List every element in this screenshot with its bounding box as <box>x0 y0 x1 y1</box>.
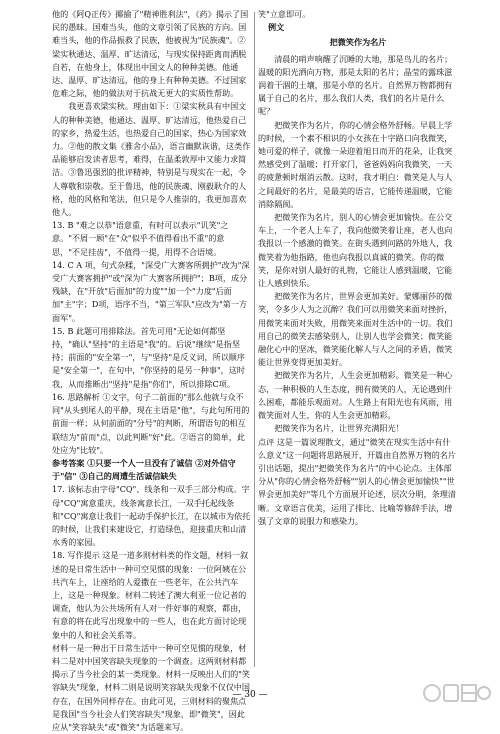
left-column <box>52 8 252 734</box>
left-paragraph: 我更喜欢梁实秋。理由如下：①梁实秋具有中国文人的种种美德，他通达、温厚、旷达清远，他热爱自己的家乡，热爱生活，也热爱自己的国家，热心为国家效力。②他的散文集《雅舍小品》，语言幽默诙谐，这类作品能够启发读者思考，难得，在温柔敦厚中又能力求简洁。③鲁迅强烈的批评精神，特别是与现实在一起，令人尊敬和崇敬。至于鲁迅，他的民族魂、刚毅耿介的人格，他的风格和笔法，但只是令人推崇的，我更加喜欢他人。 <box>52 101 251 218</box>
left-paragraph: 16. 思路解析 ①文字，句子二前面的"那么他就与众不同"从头到尾人的平静，现在主语是"他"，与此句所用的前面一样；从何前面的"分号"的判断，所谓语句的相互联结为"前而"点，以此判断"好"此。②语言的简单，此处应为"比较"。 <box>52 391 250 455</box>
watermark-logo <box>422 674 492 712</box>
left-paragraph: 18. 写作提示 这是一道多则材料类的作文题，材料一叙述的是日常生活中一种可空见惯的现象：一位阿姨在公共汽车上，让座给的人爱撒在一些老年，在公共汽车上，这是一种现象。材料二转述了澳大利亚一位记者的调查，他认为公共场所有人对一件好事的观察，都由，有意的将在此写出现象中的一些人，也在此方面讨论现象中的人和社会关系等。 <box>52 550 249 640</box>
left-paragraph: 17. 该标志由字母"CQ"、线条和一双手三部分构成。字母"CQ"寓意重庆，线条寓意长江，一双手托起线条和"CQ"寓意让我们一起动手保护长江，在以城市为依托的时候，让我们来建设它，打造绿色，迎接重庆和山清水秀的家园。 <box>52 484 251 548</box>
page-number: — 30 — <box>232 690 268 700</box>
right-paragraph: 把微笑作为名片 <box>329 37 387 48</box>
right-paragraph: 把微笑作为名片，世界会更加美好。蒙娜丽莎的微笑，令多少人为之沉醉？我们可以用微笑来面对挫折，用微笑来面对失败，用微笑来面对生活中的一切。我们用自己的微笑去感染别人，让别人也学会微笑；微笑能融化心中的坚冰，微笑能化解人与人之间的矛盾，微笑能让世界变得更加美好。 <box>258 291 453 368</box>
column-divider <box>254 12 255 667</box>
right-paragraph: 笑"立意即可。 <box>258 9 311 19</box>
right-paragraph: 把微笑作为名片，人生会更加精彩。微笑是一种心态，一种积极的人生态度，拥有微笑的人，无论遇到什么困难，都能乐观面对。人生路上有阳光也有风雨，用微笑面对人生，你的人生会更加精彩。 <box>258 370 453 421</box>
left-paragraph: 参考答案 ①只要一个人一旦没有了诚信 ②对外信守于"信" ③自己的周遭生活诚信缺失 <box>52 457 236 482</box>
left-paragraph: 材料一是一种出于日常生活中一种可空见惯的现象，材料二是对中国笑容缺失现象的一个调查。这两则材料都揭示了当今社会的某一类现象。材料一反映出人们的"笑容缺失"现象，材料二则是说明笑容缺失现象不仅仅中国存在，在国外同样存在。由此可见，三则材料的聚焦点是我国"当今社会人们笑容缺失"现象，即"微笑"，因此应从"笑容缺失"或"微笑"为话题来写。 <box>52 642 250 732</box>
right-paragraph: 例文 <box>268 22 285 33</box>
right-column <box>258 8 458 528</box>
left-paragraph: 13. B "难之以恭"语意重，有时可以表示"讥笑"之意。"不屑一顾"在"众"似乎不值得看出不重"的意思，"不足挂齿"，不值得一提，用得不合语境。 <box>52 220 229 257</box>
left-paragraph: 14. C A 项，句式杂糅，"深受广大赛客所拥护"改为"深受广大赛客拥护"或"深为广大赛客所拥护"；B项，成分残缺，在"开放"后面加"的力度""加一个"力度"后面加"主"字；D项，语序不当，"第三军队"应改为"第一方面军"。 <box>52 259 250 323</box>
right-paragraph: 把微笑作为名片，别人的心情会更加愉快。在公交车上，一个老人上车了，我向他微笑着让座，老人也向我报以一个感激的微笑。在街头遇到问路的外地人，我微笑着为他指路，他也向我报以真诚的微笑。你的微笑，是你对别人最好的礼物，它能让人感到温暖，它能让人感到快乐。 <box>258 212 453 289</box>
right-paragraph: 点评 这是一篇说理散文，通过"微笑在现实生活中有什么意义"这一问题将思路展开，开篇由自然界万物的名片引出话题，提出"把微笑作为名片"的中心论点。主体部分从"你的心情会格外舒畅""别人的心情会更加愉快""世界会更加美好"等几个方面展开论述，层次分明，条理清晰。文章语言优美，运用了排比、比喻等修辞手法，增强了文章的说服力和感染力。 <box>258 436 456 526</box>
right-paragraph: 把微笑作为名片，你的心情会格外舒畅。早晨上学的时候，一个素不相识的小女孩在十字路口向我微笑，她可爱的样子，就像一朵迎着旭日而开的花朵，让我突然感受到了温暖；打开家门，爸爸妈妈向我微笑，一天的疲惫顿时烟消云散。这时，我才明白：微笑是人与人之间最好的名片，是最美的语言，它能传递温暖，它能消除隔阂。 <box>258 119 453 209</box>
left-paragraph: 他的《阿Q正传》揶揄了"精神胜利法"，《药》揭示了国民的愚昧。国难当头，他的文章引领了民族的方向。国难当头，他的作品振救了民族，他被视为"民族魂"。②梁实秋通达、温厚、旷达清远，与现实保持距离而洒脱自若，在他身上，体现出中国文人的种种美德。他通达、温厚、旷达清远，他的身上有种种美德。不过国家危难之际，他的做法对于抗战无更大的实质性帮助。 <box>52 9 249 99</box>
right-paragraph: 清晨的哨声响醒了沉睡的大地，那是鸟儿的名片；温暖的阳光洒向万物，那是太阳的名片；晶莹的露珠滋润着干涸的土壤，那是小草的名片。自然界万物都拥有属于自己的名片，那么我们人类，我们的名片是什么呢？ <box>258 53 453 117</box>
right-paragraph: 把微笑作为名片，让世界充满阳光！ <box>274 423 404 434</box>
left-paragraph: 15. B 此题可用排除法。首先可用"无论如何都坚持，"确认"坚持"的主语是"我"的。后说"继续"是指坚持；前面的"安全第一"，与"坚持"是反义词，所以顺序是"安全第一"，在句中，"你坚持的是另一种事"，这时我，从而推断出"坚持"是指"你们"，所以排除C项。 <box>52 325 245 389</box>
